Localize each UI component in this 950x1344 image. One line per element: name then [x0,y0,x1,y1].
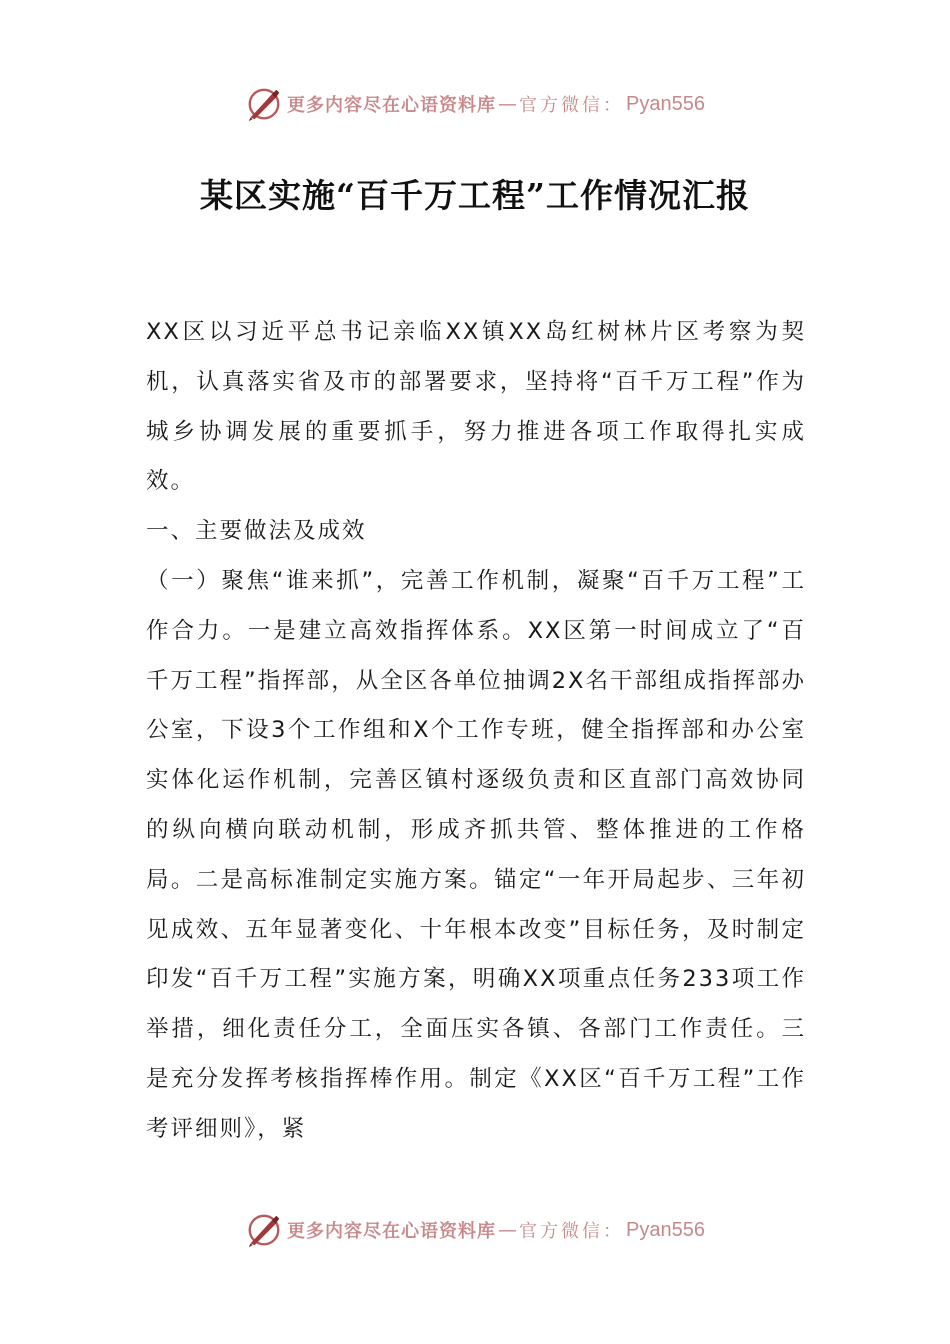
watermark-id: Pyan556 [626,92,705,115]
watermark-contact: 官方微信： [519,1221,625,1242]
pen-logo-icon [245,1211,283,1249]
watermark-id: Pyan556 [626,1218,705,1241]
paragraph-intro: XX区以习近平总书记亲临XX镇XX岛红树林片区考察为契机，认真落实省及市的部署要求，坚持将“百千万工程”作为城乡协调发展的重要抓手，努力推进各项工作取得扎实成效。 [146,319,806,495]
paragraph-section-1: （一）聚焦“谁来抓”，完善工作机制，凝聚“百千万工程”工作合力。一是建立高效指挥体系。XX区第一时间成立了“百千万工程”指挥部，从全区各单位抽调2X名干部组成指挥部办公室，下设3个工作组和X个工作专班，健全指挥部和办公室实体化运作机制，完善区镇村逐级负责和区直部门高效协同的纵向横向联动机制，形成齐抓共管、整体推进的工作格局。二是高标准制定实施方案。锚定“一年开局起步、三年初见成效、五年显著变化、十年根本改变”目标任务，及时制定印发“百千万工程”实施方案，明确XX项重点任务233项工作举措，细化责任分工，全面压实各镇、各部门工作责任。三是充分发挥考核指挥棒作用。制定《XX区“百千万工程”工作考评细则》，紧 [146,567,806,1142]
watermark-brand: 更多内容尽在心语资料库 [287,95,497,116]
pen-logo-icon [245,85,283,123]
document-body [146,308,806,1155]
watermark-dash: — [498,93,518,115]
document-title: 某区实施“百千万工程”工作情况汇报 [200,176,750,215]
watermark-brand: 更多内容尽在心语资料库 [287,1221,497,1242]
watermark-header [0,82,950,126]
watermark-contact: 官方微信： [519,95,625,116]
watermark-dash: — [498,1219,518,1241]
watermark-footer [0,1208,950,1252]
section-heading: 一、主要做法及成效 [146,518,367,545]
